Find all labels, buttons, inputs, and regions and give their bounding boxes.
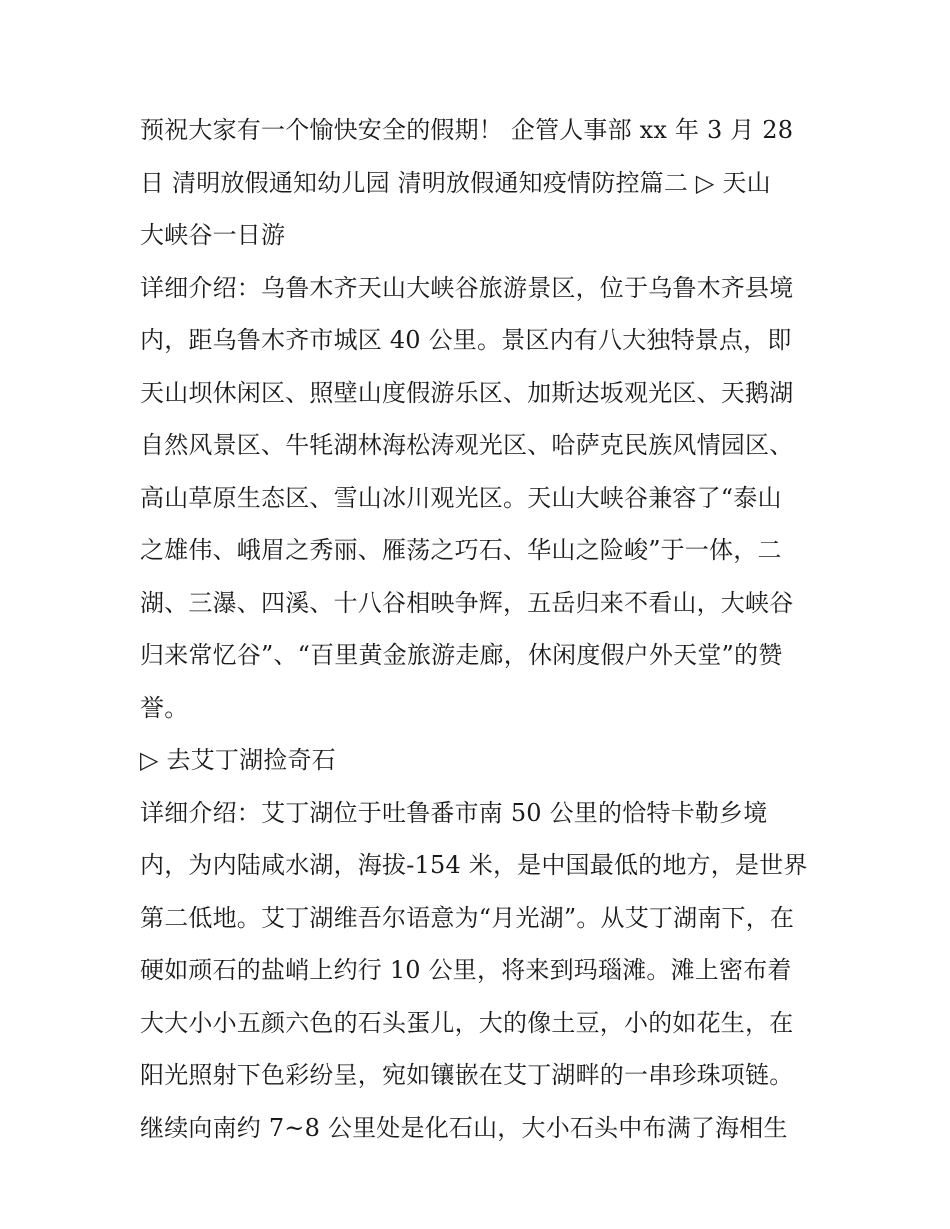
text-line: 天山坝休闲区、照壁山度假游乐区、加斯达坂观光区、天鹅湖 (140, 378, 794, 407)
text-line: 内，为内陆咸水湖，海拔-154 米，是中国最低的地方，是世界 (140, 851, 808, 879)
text-line: 详细介绍：艾丁湖位于吐鲁番市南 50 公里的恰特卡勒乡境 (140, 798, 768, 827)
text-line: 大大小小五颜六色的石头蛋儿，大的像土豆，小的如花生，在 (140, 1008, 794, 1037)
text-line: 阳光照射下色彩纷呈，宛如镶嵌在艾丁湖畔的一串珍珠项链。 (140, 1061, 794, 1089)
document-body (140, 104, 820, 1154)
text-line: 详细介绍：乌鲁木齐天山大峡谷旅游景区，位于乌鲁木齐县境 (140, 273, 794, 302)
text-line: 内，距乌鲁木齐市城区 40 公里。景区内有八大独特景点，即 (140, 326, 792, 354)
text-line: 高山草原生态区、雪山冰川观光区。天山大峡谷兼容了“泰山 (140, 483, 782, 512)
text-line: 硬如顽石的盐峭上约行 10 公里，将来到玛瑙滩。滩上密布着 (140, 956, 792, 984)
text-line: 预祝大家有一个愉快安全的假期！ 企管人事部 xx 年 3 月 28 (140, 116, 794, 144)
text-line: 继续向南约 7~8 公里处是化石山，大小石头中布满了海相生 (140, 1113, 788, 1142)
text-line: 自然风景区、牛牦湖林海松涛观光区、哈萨克民族风情园区、 (140, 431, 794, 459)
text-line: 归来常忆谷”、“百里黄金旅游走廊，休闲度假户外天堂”的赞 (140, 641, 783, 669)
text-line: 日 清明放假通知幼儿园 清明放假通知疫情防控篇二 ▷ 天山 (140, 168, 771, 197)
section-heading: ▷ 去艾丁湖捡奇石 (140, 746, 336, 774)
text-line: 之雄伟、峨眉之秀丽、雁荡之巧石、华山之险峻”于一体，二 (140, 536, 782, 564)
text-line: 第二低地。艾丁湖维吾尔语意为“月光湖”。从艾丁湖南下，在 (140, 903, 795, 932)
text-line: 大峡谷一日游 (140, 221, 286, 249)
text-line: 湖、三瀑、四溪、十八谷相映争辉，五岳归来不看山，大峡谷 (140, 588, 794, 617)
text-line: 誉。 (140, 693, 189, 722)
